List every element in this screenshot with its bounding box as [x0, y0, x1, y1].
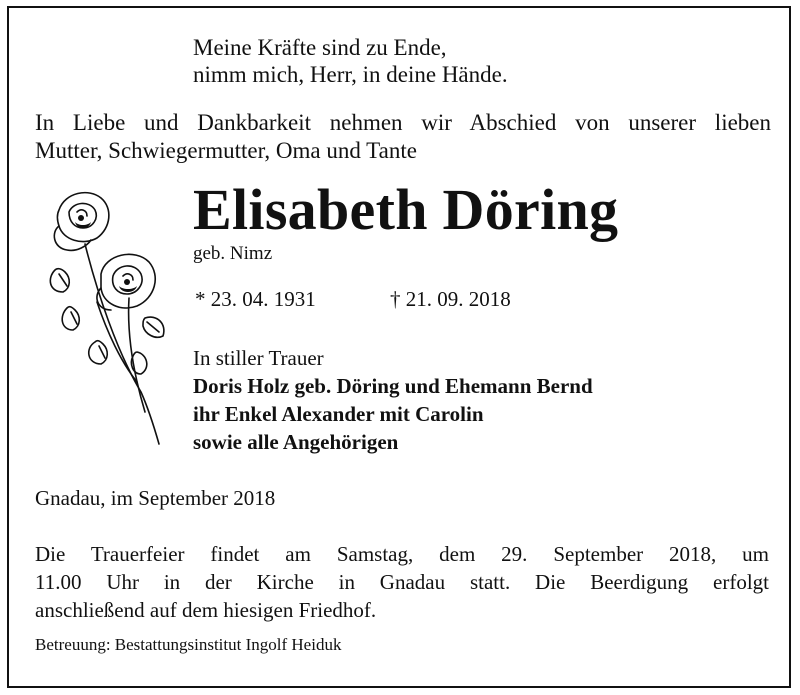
verse: [193, 34, 508, 88]
birth-date: * 23. 04. 1931: [195, 287, 316, 311]
ceremony-text: [35, 540, 769, 624]
verse-line-2: nimm mich, Herr, in deine Hände.: [193, 62, 508, 87]
obituary-notice: [7, 6, 791, 688]
mourners-intro: In stiller Trauer: [193, 346, 324, 370]
deceased-name: Elisabeth Döring: [193, 177, 619, 242]
place-date: Gnadau, im September 2018: [35, 486, 276, 510]
maiden-name: geb. Nimz: [193, 243, 273, 264]
ceremony-line-2: 11.00 Uhr in der Kirche in Gnadau statt. Die Beerdigung erfolgt: [35, 570, 769, 594]
ceremony-line-3: anschließend auf dem hiesigen Friedhof.: [35, 598, 377, 622]
ceremony-line-1: Die Trauerfeier findet am Samstag, dem 29. September 2018, um: [35, 542, 769, 566]
funeral-home-credit: Betreuung: Bestattungsinstitut Ingolf Heiduk: [35, 635, 342, 654]
verse-line-1: Meine Kräfte sind zu Ende,: [193, 35, 447, 60]
mourner-line: sowie alle Angehörigen: [193, 430, 399, 454]
intro-text: [35, 109, 771, 165]
mourner-line: ihr Enkel Alexander mit Carolin: [193, 402, 484, 426]
rose-illustration: [37, 182, 173, 450]
intro-line-2: Mutter, Schwiegermutter, Oma und Tante: [35, 138, 417, 163]
mourner-line: Doris Holz geb. Döring und Ehemann Bernd: [193, 374, 593, 398]
death-date: † 21. 09. 2018: [390, 287, 511, 311]
intro-line-1: In Liebe und Dankbarkeit nehmen wir Abschied von unserer lieben: [35, 110, 771, 135]
